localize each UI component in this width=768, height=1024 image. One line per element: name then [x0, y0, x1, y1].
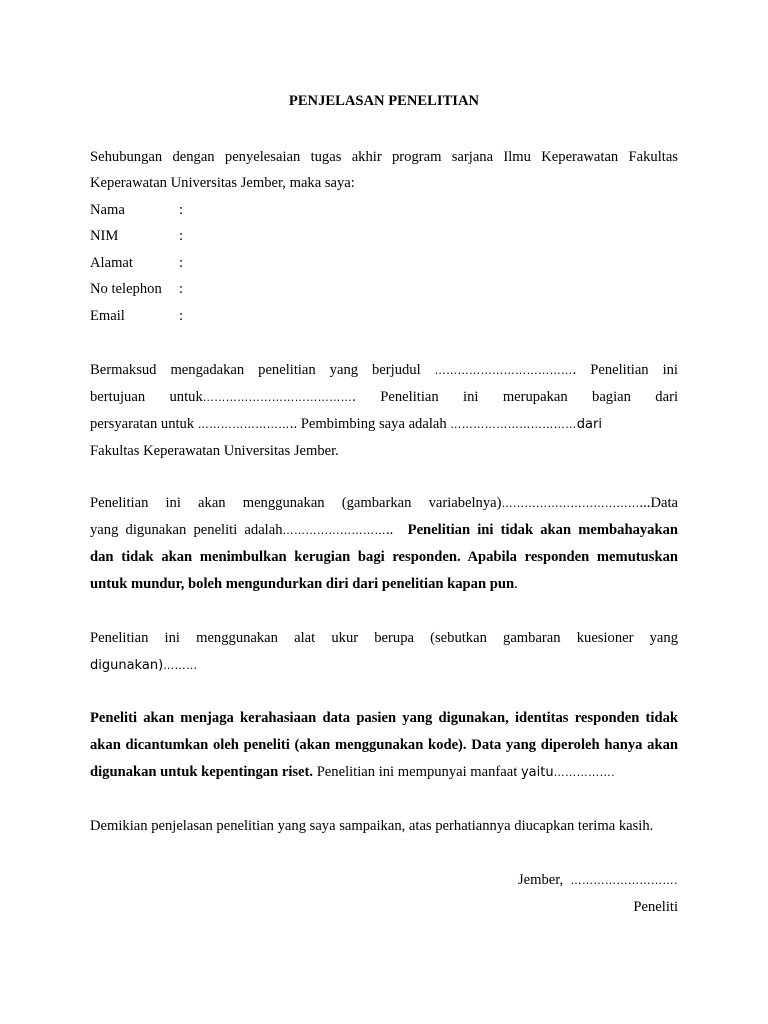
para4-line-2: akan dicantumkan oleh peneliti (akan menggunakan kode). Data yang diperoleh hanya akan — [90, 737, 678, 753]
intro-line-1: Sehubungan dengan penyelesaian tugas akhir program sarjana Ilmu Keperawatan Fakultas — [90, 149, 678, 165]
para2-line-1 — [90, 494, 678, 513]
blank-dots: ……………………… — [282, 524, 387, 537]
blank-dots: ……………………………… — [434, 364, 573, 377]
blank-dots: ……………. — [553, 766, 616, 779]
field-label-email: Email — [90, 308, 125, 324]
intro-line-2: Keperawatan Universitas Jember, maka saya: — [90, 175, 355, 191]
document-title: PENJELASAN PENELITIAN — [288, 93, 480, 109]
para3-line-1: Penelitian ini menggunakan alat ukur berupa (sebutkan gambaran kuesioner yang — [90, 630, 678, 646]
text-span: . Penelitian ini merupakan bagian dari — [352, 389, 678, 405]
field-colon: : — [179, 228, 184, 244]
para1-line-4: Fakultas Keperawatan Universitas Jember. — [90, 443, 339, 459]
text-span: Penelitian ini akan menggunakan (gambarkan variabelnya) — [90, 495, 502, 511]
text-span: yang digunakan peneliti adalah — [90, 522, 283, 538]
text-span: . Penelitian ini — [572, 362, 678, 378]
field-colon: : — [179, 308, 184, 324]
blank-dots: …………………………… — [450, 418, 577, 431]
text-span: yaitu — [520, 765, 554, 780]
field-colon: : — [179, 281, 184, 297]
blank-dots: ……… — [163, 659, 198, 672]
para2-line-3: dan tidak akan menimbulkan kerugian bagi responden. Apabila responden memutuskan — [90, 549, 678, 565]
text-span: Bermaksud mengadakan penelitian yang berjudul — [90, 362, 435, 378]
blank-dots: ………………………. — [570, 874, 678, 887]
text-span: . — [514, 576, 518, 592]
text-span: ...Data — [639, 495, 678, 511]
para4-line-1: Peneliti akan menjaga kerahasiaan data pasien yang digunakan, identitas responden tidak — [90, 710, 678, 726]
signature-place: Jember, — [517, 872, 571, 888]
para2-line-2 — [90, 521, 678, 540]
field-colon: : — [179, 202, 184, 218]
text-span: bertujuan untuk — [90, 389, 203, 405]
bold-text: Penelitian ini tidak akan membahayakan — [407, 522, 678, 538]
para1-line-1 — [90, 361, 678, 380]
para1-line-3 — [90, 415, 602, 434]
para1-line-2 — [90, 388, 678, 407]
para3-line-2 — [90, 656, 198, 675]
text-span: persyaratan untuk — [90, 416, 198, 432]
text-span: Penelitian ini mempunyai manfaat — [313, 764, 521, 780]
text-span: digunakan) — [90, 658, 164, 673]
signature-role: Peneliti — [633, 899, 678, 915]
bold-text: untuk mundur, boleh mengundurkan diri dari penelitian kapan pun — [90, 576, 515, 592]
para4-line-3 — [90, 763, 615, 782]
field-label-nim: NIM — [90, 228, 119, 244]
field-colon: : — [179, 255, 184, 271]
field-label-nama: Nama — [90, 202, 125, 218]
signature-place-date — [518, 871, 678, 890]
field-label-alamat: Alamat — [90, 255, 133, 271]
text-span: .. — [386, 522, 408, 538]
field-label-telephon: No telephon — [90, 281, 162, 297]
blank-dots: ………………………………… — [202, 391, 353, 404]
blank-dots: ……………………………… — [501, 497, 640, 510]
closing-line: Demikian penjelasan penelitian yang saya sampaikan, atas perhatiannya diucapkan terima kasih. — [90, 818, 654, 834]
text-span: .. Pembimbing saya adalah — [289, 416, 451, 432]
text-span: dari — [576, 417, 602, 432]
blank-dots: …………………… — [197, 418, 290, 431]
para2-line-4 — [90, 575, 518, 593]
bold-text: digunakan untuk kepentingan riset. — [90, 764, 314, 780]
